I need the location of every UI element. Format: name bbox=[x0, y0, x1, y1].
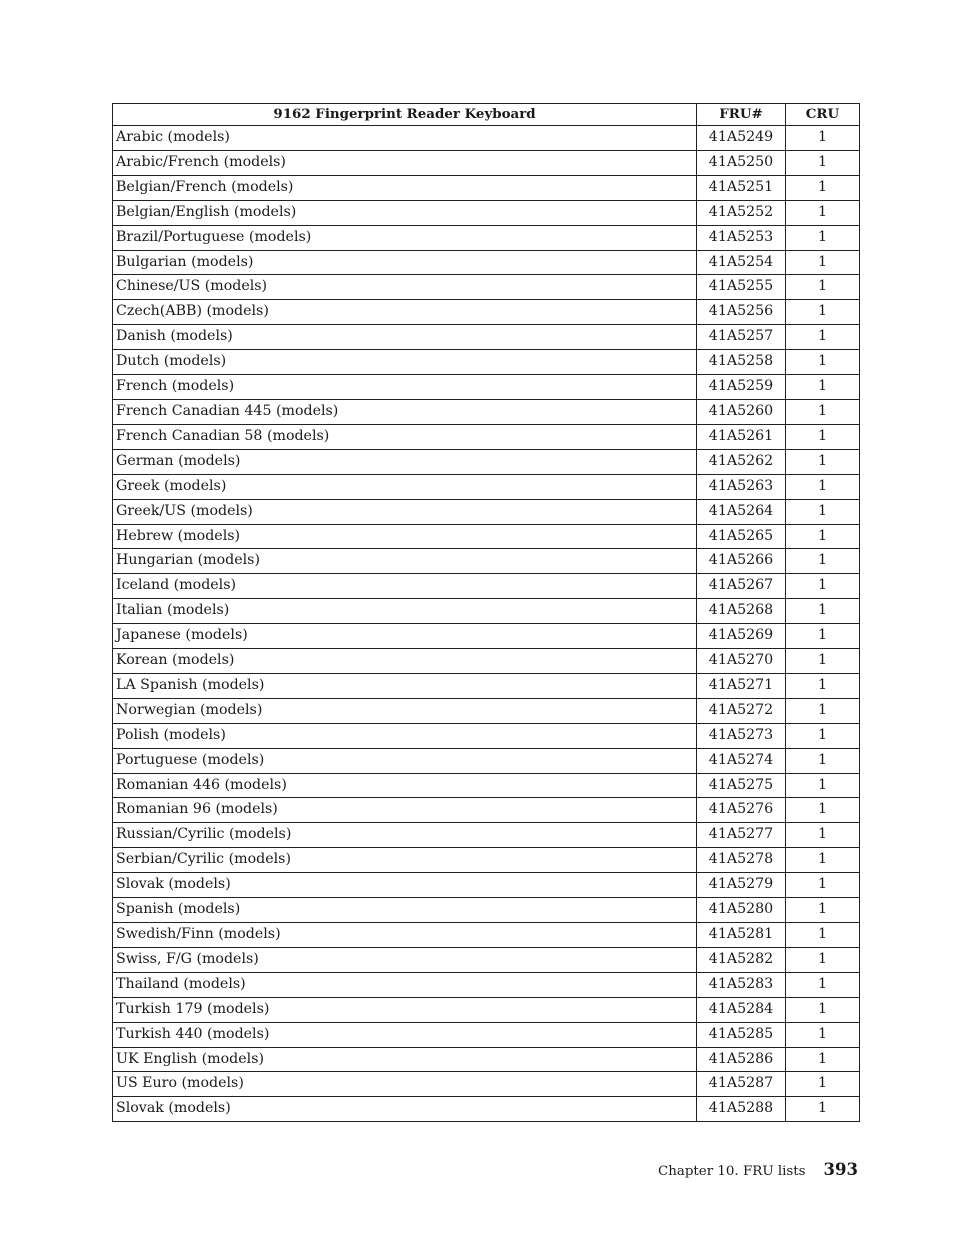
table-row bbox=[113, 723, 860, 748]
table-header bbox=[113, 104, 860, 126]
fru-number-cell: 41A5272 bbox=[697, 698, 786, 723]
table-row bbox=[113, 624, 860, 649]
cru-cell: 1 bbox=[786, 150, 860, 175]
description-cell: Polish (models) bbox=[113, 723, 697, 748]
description-cell: Portuguese (models) bbox=[113, 748, 697, 773]
cru-cell: 1 bbox=[786, 126, 860, 151]
page-number: 393 bbox=[823, 1160, 858, 1179]
fru-number-cell: 41A5255 bbox=[697, 275, 786, 300]
fru-number-cell: 41A5276 bbox=[697, 798, 786, 823]
description-cell: Swedish/Finn (models) bbox=[113, 923, 697, 948]
description-cell: Greek/US (models) bbox=[113, 499, 697, 524]
fru-number-cell: 41A5274 bbox=[697, 748, 786, 773]
header-description: 9162 Fingerprint Reader Keyboard bbox=[113, 104, 697, 126]
description-cell: Arabic/French (models) bbox=[113, 150, 697, 175]
table-row bbox=[113, 499, 860, 524]
table-row bbox=[113, 175, 860, 200]
table-row bbox=[113, 300, 860, 325]
cru-cell: 1 bbox=[786, 649, 860, 674]
cru-cell: 1 bbox=[786, 1022, 860, 1047]
description-cell: Romanian 446 (models) bbox=[113, 773, 697, 798]
cru-cell: 1 bbox=[786, 624, 860, 649]
fru-number-cell: 41A5253 bbox=[697, 225, 786, 250]
fru-number-cell: 41A5273 bbox=[697, 723, 786, 748]
cru-cell: 1 bbox=[786, 698, 860, 723]
cru-cell: 1 bbox=[786, 524, 860, 549]
header-row bbox=[113, 104, 860, 126]
description-cell: Thailand (models) bbox=[113, 972, 697, 997]
fru-number-cell: 41A5271 bbox=[697, 673, 786, 698]
description-cell: Belgian/English (models) bbox=[113, 200, 697, 225]
cru-cell: 1 bbox=[786, 972, 860, 997]
table-row bbox=[113, 325, 860, 350]
fru-number-cell: 41A5252 bbox=[697, 200, 786, 225]
description-cell: US Euro (models) bbox=[113, 1072, 697, 1097]
chapter-label: Chapter 10. FRU lists bbox=[658, 1164, 806, 1179]
fru-number-cell: 41A5265 bbox=[697, 524, 786, 549]
fru-number-cell: 41A5249 bbox=[697, 126, 786, 151]
table-row bbox=[113, 698, 860, 723]
description-cell: Dutch (models) bbox=[113, 350, 697, 375]
header-fru-number: FRU# bbox=[697, 104, 786, 126]
cru-cell: 1 bbox=[786, 997, 860, 1022]
fru-number-cell: 41A5286 bbox=[697, 1047, 786, 1072]
fru-number-cell: 41A5283 bbox=[697, 972, 786, 997]
table-row bbox=[113, 599, 860, 624]
table-row bbox=[113, 848, 860, 873]
cru-cell: 1 bbox=[786, 225, 860, 250]
description-cell: Romanian 96 (models) bbox=[113, 798, 697, 823]
fru-number-cell: 41A5270 bbox=[697, 649, 786, 674]
cru-cell: 1 bbox=[786, 1097, 860, 1122]
cru-cell: 1 bbox=[786, 275, 860, 300]
cru-cell: 1 bbox=[786, 424, 860, 449]
table-row bbox=[113, 748, 860, 773]
cru-cell: 1 bbox=[786, 823, 860, 848]
table-row bbox=[113, 923, 860, 948]
table-row bbox=[113, 225, 860, 250]
fru-number-cell: 41A5264 bbox=[697, 499, 786, 524]
table-row bbox=[113, 250, 860, 275]
description-cell: Greek (models) bbox=[113, 474, 697, 499]
cru-cell: 1 bbox=[786, 898, 860, 923]
fru-number-cell: 41A5268 bbox=[697, 599, 786, 624]
description-cell: Hungarian (models) bbox=[113, 549, 697, 574]
table-row bbox=[113, 972, 860, 997]
cru-cell: 1 bbox=[786, 175, 860, 200]
cru-cell: 1 bbox=[786, 723, 860, 748]
table-row bbox=[113, 1072, 860, 1097]
table-body bbox=[113, 126, 860, 1122]
description-cell: UK English (models) bbox=[113, 1047, 697, 1072]
fru-number-cell: 41A5284 bbox=[697, 997, 786, 1022]
cru-cell: 1 bbox=[786, 748, 860, 773]
table-row bbox=[113, 947, 860, 972]
fru-number-cell: 41A5275 bbox=[697, 773, 786, 798]
table-row bbox=[113, 773, 860, 798]
description-cell: Chinese/US (models) bbox=[113, 275, 697, 300]
cru-cell: 1 bbox=[786, 873, 860, 898]
table-row bbox=[113, 549, 860, 574]
description-cell: Iceland (models) bbox=[113, 574, 697, 599]
fru-number-cell: 41A5282 bbox=[697, 947, 786, 972]
cru-cell: 1 bbox=[786, 474, 860, 499]
cru-cell: 1 bbox=[786, 574, 860, 599]
description-cell: Belgian/French (models) bbox=[113, 175, 697, 200]
cru-cell: 1 bbox=[786, 1047, 860, 1072]
table-row bbox=[113, 649, 860, 674]
table-row bbox=[113, 574, 860, 599]
cru-cell: 1 bbox=[786, 449, 860, 474]
table-row bbox=[113, 449, 860, 474]
fru-number-cell: 41A5269 bbox=[697, 624, 786, 649]
description-cell: Korean (models) bbox=[113, 649, 697, 674]
table-row bbox=[113, 200, 860, 225]
description-cell: Turkish 179 (models) bbox=[113, 997, 697, 1022]
table-row bbox=[113, 424, 860, 449]
description-cell: Norwegian (models) bbox=[113, 698, 697, 723]
cru-cell: 1 bbox=[786, 673, 860, 698]
cru-cell: 1 bbox=[786, 200, 860, 225]
fru-number-cell: 41A5261 bbox=[697, 424, 786, 449]
description-cell: Japanese (models) bbox=[113, 624, 697, 649]
table-row bbox=[113, 823, 860, 848]
description-cell: Swiss, F/G (models) bbox=[113, 947, 697, 972]
cru-cell: 1 bbox=[786, 250, 860, 275]
fru-table bbox=[112, 103, 860, 1122]
description-cell: Italian (models) bbox=[113, 599, 697, 624]
table-row bbox=[113, 399, 860, 424]
cru-cell: 1 bbox=[786, 1072, 860, 1097]
description-cell: Slovak (models) bbox=[113, 1097, 697, 1122]
fru-number-cell: 41A5267 bbox=[697, 574, 786, 599]
description-cell: LA Spanish (models) bbox=[113, 673, 697, 698]
description-cell: Bulgarian (models) bbox=[113, 250, 697, 275]
description-cell: Hebrew (models) bbox=[113, 524, 697, 549]
description-cell: Slovak (models) bbox=[113, 873, 697, 898]
table-row bbox=[113, 350, 860, 375]
fru-number-cell: 41A5262 bbox=[697, 449, 786, 474]
table-row bbox=[113, 873, 860, 898]
fru-number-cell: 41A5259 bbox=[697, 375, 786, 400]
fru-number-cell: 41A5280 bbox=[697, 898, 786, 923]
table-row bbox=[113, 126, 860, 151]
cru-cell: 1 bbox=[786, 599, 860, 624]
fru-number-cell: 41A5285 bbox=[697, 1022, 786, 1047]
cru-cell: 1 bbox=[786, 947, 860, 972]
cru-cell: 1 bbox=[786, 848, 860, 873]
description-cell: French Canadian 445 (models) bbox=[113, 399, 697, 424]
fru-number-cell: 41A5256 bbox=[697, 300, 786, 325]
page-footer bbox=[658, 1160, 858, 1179]
fru-number-cell: 41A5278 bbox=[697, 848, 786, 873]
table-row bbox=[113, 1022, 860, 1047]
description-cell: Spanish (models) bbox=[113, 898, 697, 923]
table-row bbox=[113, 474, 860, 499]
table-row bbox=[113, 673, 860, 698]
table-row bbox=[113, 1047, 860, 1072]
fru-number-cell: 41A5266 bbox=[697, 549, 786, 574]
cru-cell: 1 bbox=[786, 300, 860, 325]
fru-number-cell: 41A5260 bbox=[697, 399, 786, 424]
header-cru: CRU bbox=[786, 104, 860, 126]
table-row bbox=[113, 150, 860, 175]
cru-cell: 1 bbox=[786, 350, 860, 375]
description-cell: Brazil/Portuguese (models) bbox=[113, 225, 697, 250]
table-row bbox=[113, 898, 860, 923]
table-row bbox=[113, 798, 860, 823]
description-cell: Czech(ABB) (models) bbox=[113, 300, 697, 325]
fru-number-cell: 41A5257 bbox=[697, 325, 786, 350]
fru-number-cell: 41A5281 bbox=[697, 923, 786, 948]
table-row bbox=[113, 524, 860, 549]
cru-cell: 1 bbox=[786, 375, 860, 400]
description-cell: Russian/Cyrilic (models) bbox=[113, 823, 697, 848]
cru-cell: 1 bbox=[786, 798, 860, 823]
description-cell: Turkish 440 (models) bbox=[113, 1022, 697, 1047]
table-row bbox=[113, 375, 860, 400]
description-cell: German (models) bbox=[113, 449, 697, 474]
cru-cell: 1 bbox=[786, 773, 860, 798]
fru-number-cell: 41A5251 bbox=[697, 175, 786, 200]
fru-number-cell: 41A5258 bbox=[697, 350, 786, 375]
description-cell: French (models) bbox=[113, 375, 697, 400]
cru-cell: 1 bbox=[786, 923, 860, 948]
fru-number-cell: 41A5250 bbox=[697, 150, 786, 175]
cru-cell: 1 bbox=[786, 325, 860, 350]
fru-number-cell: 41A5254 bbox=[697, 250, 786, 275]
description-cell: Danish (models) bbox=[113, 325, 697, 350]
cru-cell: 1 bbox=[786, 399, 860, 424]
fru-number-cell: 41A5287 bbox=[697, 1072, 786, 1097]
table-row bbox=[113, 997, 860, 1022]
description-cell: French Canadian 58 (models) bbox=[113, 424, 697, 449]
description-cell: Arabic (models) bbox=[113, 126, 697, 151]
cru-cell: 1 bbox=[786, 499, 860, 524]
fru-number-cell: 41A5279 bbox=[697, 873, 786, 898]
cru-cell: 1 bbox=[786, 549, 860, 574]
fru-number-cell: 41A5277 bbox=[697, 823, 786, 848]
table-row bbox=[113, 1097, 860, 1122]
fru-number-cell: 41A5288 bbox=[697, 1097, 786, 1122]
table-row bbox=[113, 275, 860, 300]
fru-number-cell: 41A5263 bbox=[697, 474, 786, 499]
description-cell: Serbian/Cyrilic (models) bbox=[113, 848, 697, 873]
